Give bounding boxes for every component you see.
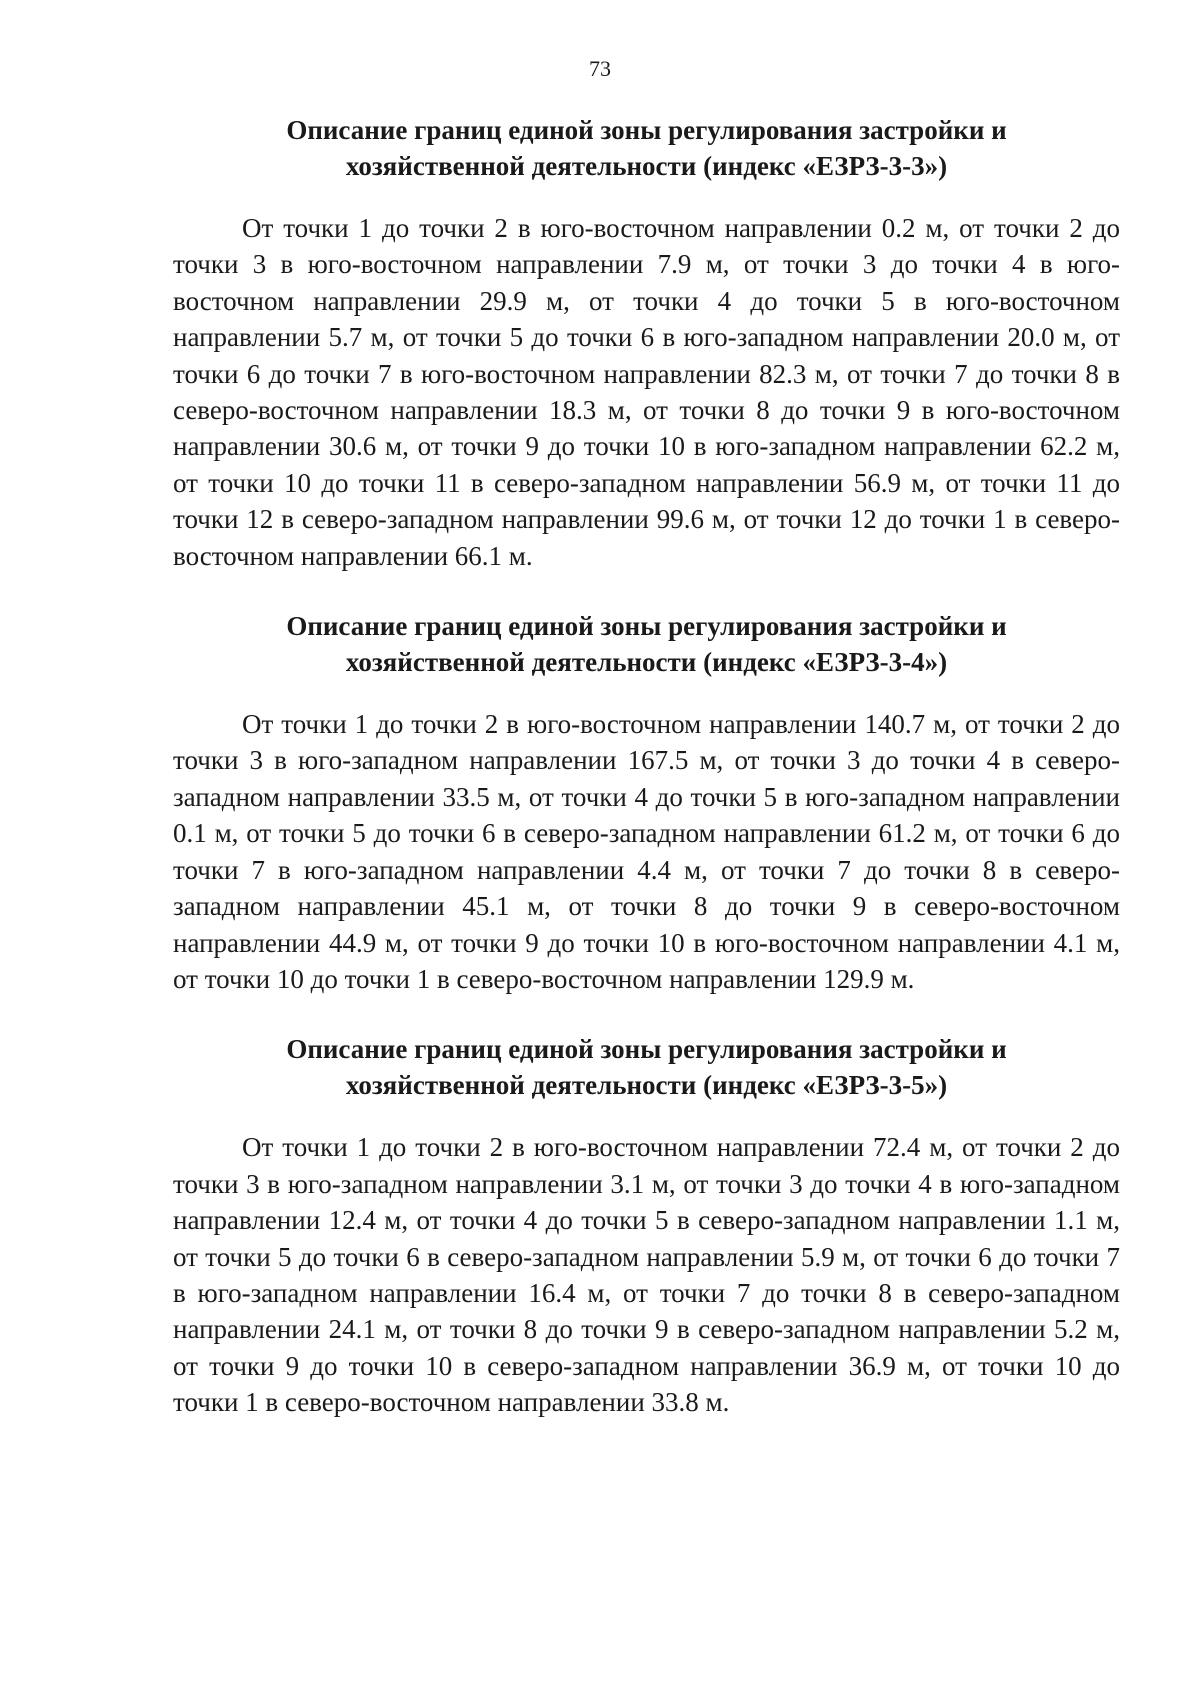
section-title	[173, 1031, 1120, 1103]
document-body	[173, 112, 1120, 1455]
section-title	[173, 608, 1120, 680]
section-title-line-2: хозяйственной деятельности (индекс «ЕЗРЗ-3-3»)	[345, 151, 948, 181]
section-ezrz-3-3	[173, 112, 1120, 574]
section-paragraph: От точки 1 до точки 2 в юго-восточном направлении 140.7 м, от точки 2 до точки 3 в юго-западном направлении 167.5 м, от точки 3 до точки 4 в северо-западном направлении 33.5 м, от точки 4 до точки 5 в юго-западном направлении 0.1 м, от точки 5 до точки 6 в северо-западном направлении 61.2 м, от точки 6 до точки 7 в юго-западном направлении 4.4 м, от точки 7 до точки 8 в северо-западном направлении 45.1 м, от точки 8 до точки 9 в северо-восточном направлении 44.9 м, от точки 9 до точки 10 в юго-восточном направлении 4.1 м, от точки 10 до точки 1 в северо-восточном направлении 129.9 м.	[173, 709, 1120, 994]
section-paragraph: От точки 1 до точки 2 в юго-восточном направлении 0.2 м, от точки 2 до точки 3 в юго-восточном направлении 7.9 м, от точки 3 до точки 4 в юго-восточном направлении 29.9 м, от точки 4 до точки 5 в юго-восточном направлении 5.7 м, от точки 5 до точки 6 в юго-западном направлении 20.0 м, от точки 6 до точки 7 в юго-восточном направлении 82.3 м, от точки 7 до точки 8 в северо-восточном направлении 18.3 м, от точки 8 до точки 9 в юго-восточном направлении 30.6 м, от точки 9 до точки 10 в юго-западном направлении 62.2 м, от точки 10 до точки 11 в северо-западном направлении 56.9 м, от точки 11 до точки 12 в северо-западном направлении 99.6 м, от точки 12 до точки 1 в северо-восточном направлении 66.1 м.	[173, 213, 1120, 571]
section-title-line-1: Описание границ единой зоны регулирования застройки и	[286, 611, 1007, 642]
section-ezrz-3-4	[173, 608, 1120, 997]
section-title	[173, 112, 1120, 184]
section-ezrz-3-5	[173, 1031, 1120, 1420]
page-number: 73	[589, 56, 611, 81]
section-title-line-2: хозяйственной деятельности (индекс «ЕЗРЗ-3-5»)	[345, 1070, 948, 1101]
section-title-line-2: хозяйственной деятельности (индекс «ЕЗРЗ-3-4»)	[345, 647, 948, 678]
section-title-line-1: Описание границ единой зоны регулирования застройки и	[286, 1034, 1007, 1065]
section-paragraph: От точки 1 до точки 2 в юго-восточном направлении 72.4 м, от точки 2 до точки 3 в юго-западном направлении 3.1 м, от точки 3 до точки 4 в юго-западном направлении 12.4 м, от точки 4 до точки 5 в северо-западном направлении 1.1 м, от точки 5 до точки 6 в северо-западном направлении 5.9 м, от точки 6 до точки 7 в юго-западном направлении 16.4 м, от точки 7 до точки 8 в северо-западном направлении 24.1 м, от точки 8 до точки 9 в северо-западном направлении 5.2 м, от точки 9 до точки 10 в северо-западном направлении 36.9 м, от точки 10 до точки 1 в северо-восточном направлении 33.8 м.	[173, 1132, 1120, 1418]
section-title-line-1: Описание границ единой зоны регулирования застройки и	[286, 115, 1007, 145]
